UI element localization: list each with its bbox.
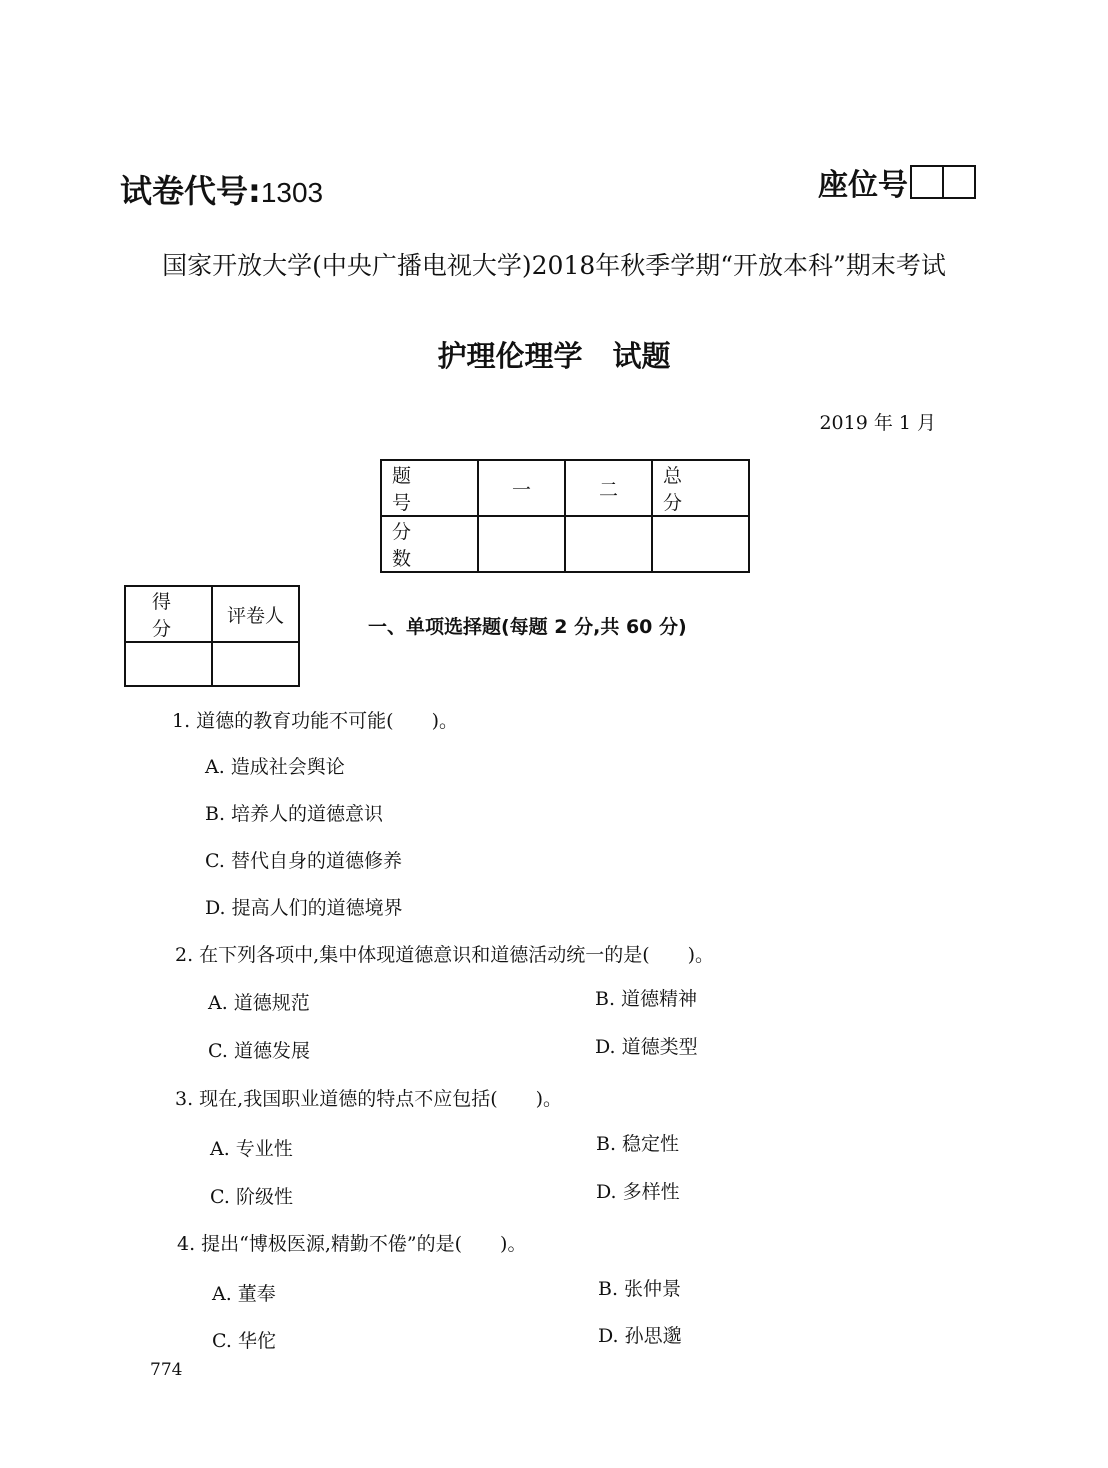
question-3-option-b: B. 稳定性	[596, 1133, 680, 1155]
question-4-option-b: B. 张仲景	[598, 1278, 682, 1300]
question-2-option-d: D. 道德类型	[595, 1036, 698, 1058]
score-header-cell: 二	[565, 460, 652, 516]
score-table	[380, 459, 750, 573]
grader-table	[124, 585, 300, 687]
score-empty-cell	[652, 516, 749, 572]
section-heading: 一、单项选择题(每题 2 分,共 60 分)	[368, 616, 687, 638]
question-2: 2. 在下列各项中,集中体现道德意识和道德活动统一的是( )。	[175, 944, 715, 966]
question-2-option-a: A. 道德规范	[208, 992, 310, 1014]
question-1-option-b: B. 培养人的道德意识	[205, 803, 384, 825]
question-1-option-d: D. 提高人们的道德境界	[205, 897, 403, 919]
seat-label: 座位号	[818, 168, 908, 203]
score-empty-cell	[565, 516, 652, 572]
question-3-option-c: C. 阶级性	[210, 1186, 293, 1208]
paper-code-number: 1303	[260, 177, 324, 208]
question-4-option-d: D. 孙思邈	[598, 1325, 682, 1347]
score-row-label: 分 数	[381, 516, 478, 572]
seat-box-cell	[942, 167, 974, 197]
grader-table-header-row	[125, 586, 299, 642]
grader-header-cell: 得 分	[125, 586, 212, 642]
score-empty-cell	[478, 516, 565, 572]
score-header-cell: 题 号	[381, 460, 478, 516]
question-4-option-a: A. 董奉	[212, 1283, 276, 1305]
paper-code	[120, 166, 323, 212]
seat-box-cell	[912, 167, 942, 197]
question-4: 4. 提出“博极医源,精勤不倦”的是( )。	[177, 1233, 527, 1255]
score-header-cell: 总 分	[652, 460, 749, 516]
grader-empty-cell	[212, 642, 299, 686]
question-2-option-c: C. 道德发展	[208, 1040, 310, 1062]
seat-number	[818, 160, 976, 204]
question-3-option-d: D. 多样性	[596, 1181, 680, 1203]
question-4-option-c: C. 华佗	[212, 1330, 276, 1352]
score-table-header-row	[381, 460, 749, 516]
grader-empty-cell	[125, 642, 212, 686]
exam-title: 国家开放大学(中央广播电视大学)2018年秋季学期“开放本科”期末考试	[162, 251, 946, 280]
question-1-option-a: A. 造成社会舆论	[205, 756, 345, 778]
page-number: 774	[150, 1360, 183, 1380]
seat-number-boxes	[910, 165, 976, 199]
grader-header-cell: 评卷人	[212, 586, 299, 642]
exam-date: 2019 年 1 月	[819, 412, 936, 434]
question-3: 3. 现在,我国职业道德的特点不应包括( )。	[175, 1088, 563, 1110]
question-1-option-c: C. 替代自身的道德修养	[205, 850, 402, 872]
score-header-cell: 一	[478, 460, 565, 516]
question-3-option-a: A. 专业性	[210, 1138, 293, 1160]
grader-table-value-row	[125, 642, 299, 686]
score-table-value-row	[381, 516, 749, 572]
paper-code-label: 试卷代号:	[120, 172, 261, 210]
question-2-option-b: B. 道德精神	[595, 988, 698, 1010]
subject-title: 护理伦理学 试题	[437, 339, 671, 373]
question-1: 1. 道德的教育功能不可能( )。	[172, 710, 458, 732]
